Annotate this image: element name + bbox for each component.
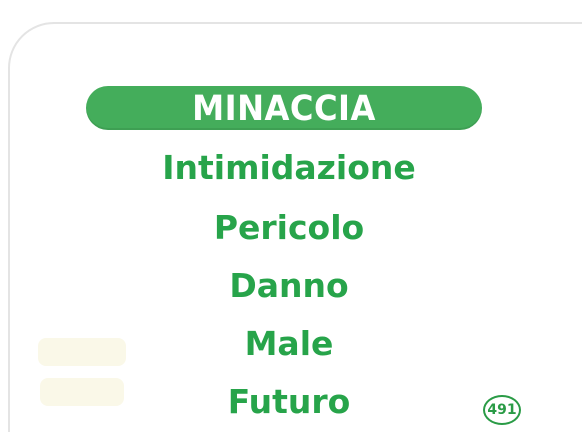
synonym-1: Intimidazione (162, 148, 416, 187)
synonym-4: Male (244, 324, 334, 363)
header-word: MINACCIA (192, 89, 376, 129)
page-number-badge: 491 (483, 395, 521, 425)
synonym-5: Futuro (227, 382, 351, 421)
synonym-2: Pericolo (213, 208, 365, 247)
header-banner (86, 86, 482, 130)
synonym-3: Danno (229, 266, 349, 305)
